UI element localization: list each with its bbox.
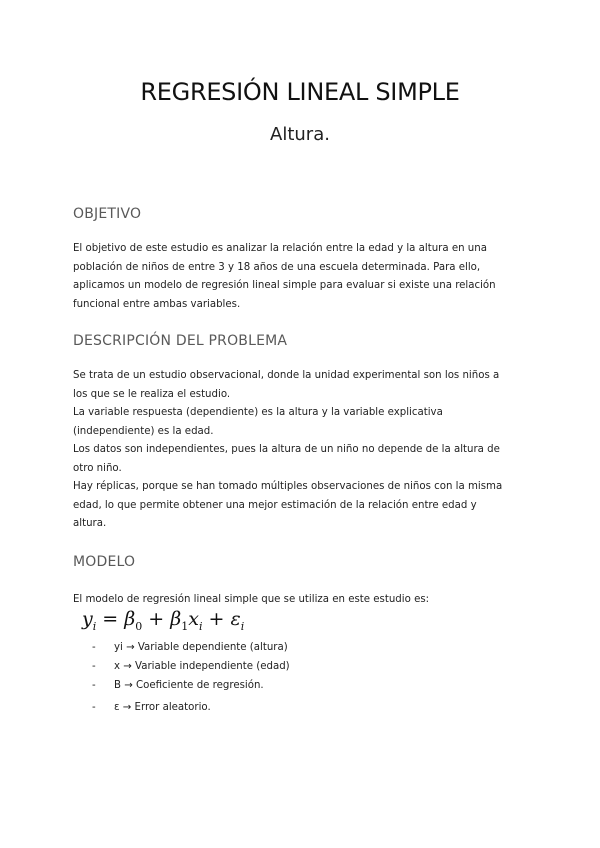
formula-x: x [188, 608, 199, 630]
formula-plus: + [142, 608, 171, 630]
formula-equals: = [96, 608, 125, 630]
formula-plus: + [202, 608, 231, 630]
paragraph-line: otro niño. [73, 462, 122, 474]
section-heading-descripcion: DESCRIPCIÓN DEL PROBLEMA [73, 333, 288, 349]
variable-list [92, 638, 290, 717]
paragraph-line: El objetivo de este estudio es analizar la relación entre la edad y la altura en una [73, 243, 487, 254]
formula-beta1-sub: 1 [181, 619, 189, 633]
section-heading-objetivo: OBJETIVO [73, 206, 142, 222]
objetivo-paragraph [73, 240, 533, 314]
paragraph-line: funcional entre ambas variables. [73, 298, 241, 310]
list-item [92, 676, 290, 695]
formula-epsilon: ε [230, 608, 241, 630]
paragraph-line: La variable respuesta (dependiente) es la altura y la variable explicativa [73, 407, 443, 418]
bullet-dash: - [92, 642, 96, 653]
paragraph-line: Los datos son independientes, pues la altura de un niño no depende de la altura de [73, 444, 500, 455]
list-item [92, 698, 290, 717]
paragraph-line: los que se le realiza el estudio. [73, 388, 231, 400]
list-item [92, 638, 290, 657]
section-heading-modelo: MODELO [73, 554, 136, 570]
document-title: REGRESIÓN LINEAL SIMPLE [140, 78, 460, 106]
modelo-intro [73, 591, 533, 610]
paragraph-line: (independiente) es la edad. [73, 425, 214, 437]
list-item-text: x → Variable independiente (edad) [114, 661, 290, 672]
formula-beta0: β [124, 608, 136, 630]
formula-beta0-sub: 0 [135, 619, 143, 633]
formula-beta1: β [170, 608, 182, 630]
descripcion-paragraph [73, 367, 533, 534]
bullet-dash: - [92, 702, 96, 713]
list-item-text: ε → Error aleatorio. [114, 702, 211, 713]
paragraph-line: El modelo de regresión lineal simple que se utiliza en este estudio es: [73, 594, 430, 605]
formula-lhs: y [82, 608, 93, 630]
regression-formula [82, 608, 244, 633]
paragraph-line: población de niños de entre 3 y 18 años de una escuela determinada. Para ello, [73, 261, 481, 273]
formula-x-sub: i [198, 619, 203, 633]
bullet-dash: - [92, 680, 96, 691]
paragraph-line: edad, lo que permite obtener una mejor estimación de la relación entre edad y [73, 499, 477, 511]
paragraph-line: altura. [73, 518, 107, 529]
list-item-text: yi → Variable dependiente (altura) [114, 642, 288, 653]
paragraph-line: Se trata de un estudio observacional, donde la unidad experimental son los niños a [73, 370, 500, 381]
formula-epsilon-sub: i [240, 619, 245, 633]
paragraph-line: aplicamos un modelo de regresión lineal simple para evaluar si existe una relación [73, 280, 496, 291]
paragraph-line: Hay réplicas, porque se han tomado múltiples observaciones de niños con la misma [73, 481, 503, 492]
list-item [92, 657, 290, 676]
document-subtitle: Altura. [270, 124, 330, 145]
formula-lhs-sub: i [92, 619, 97, 633]
list-item-text: B → Coeficiente de regresión. [114, 680, 264, 691]
bullet-dash: - [92, 661, 96, 672]
